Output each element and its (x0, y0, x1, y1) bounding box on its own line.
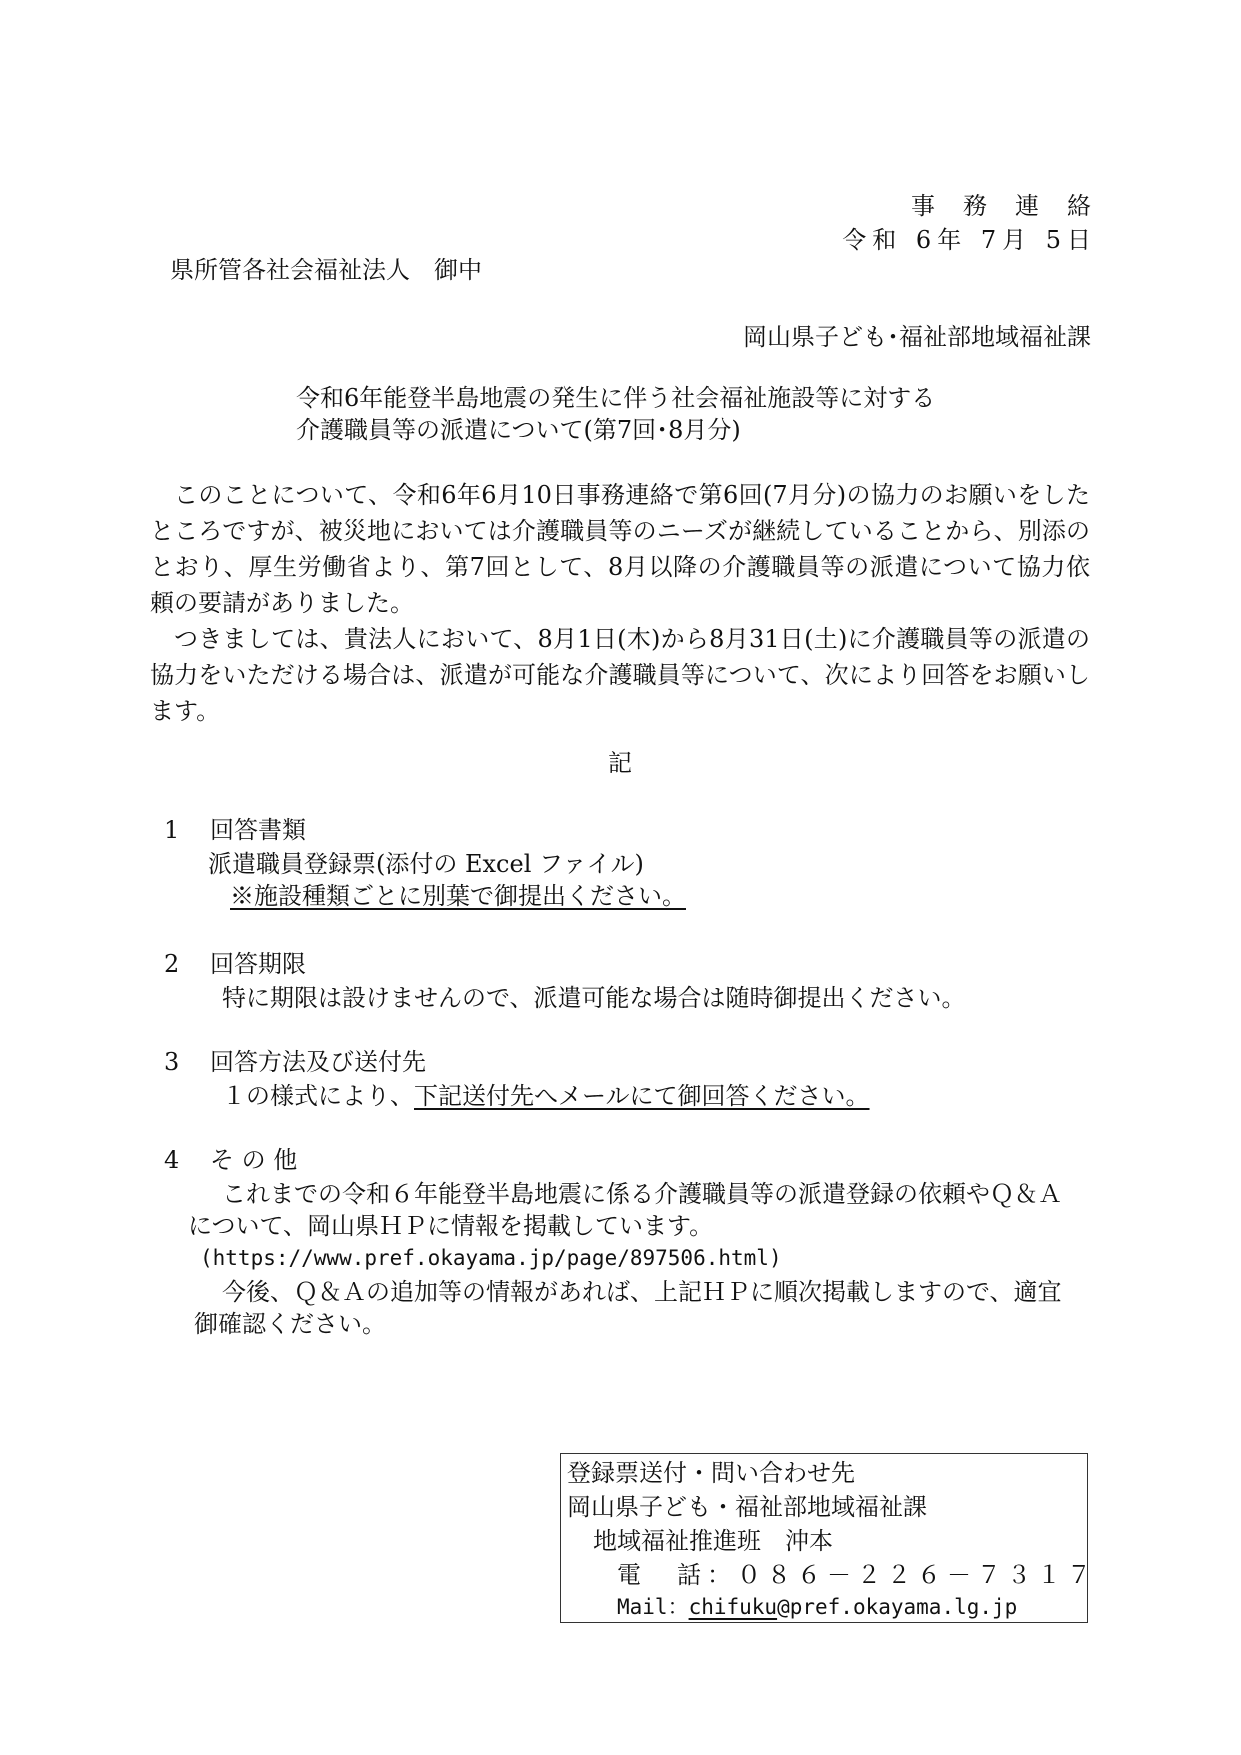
contact-phone-label: 電 話： (617, 1561, 737, 1589)
section-3-number: 3 (164, 1048, 180, 1076)
contact-title: 登録票送付・問い合わせ先 (567, 1459, 855, 1487)
contact-department: 岡山県子ども・福祉部地域福祉課 (567, 1493, 927, 1521)
section-1-title: 回答書類 (210, 816, 306, 844)
section-4-line-1: これまでの令和６年能登半島地震に係る介護職員等の派遣登録の依頼やＱ＆Ａ (222, 1180, 1062, 1208)
contact-phone-line (617, 1558, 1097, 1592)
section-4-number: 4 (164, 1146, 180, 1174)
contact-mail-domain: @pref.okayama.lg.jp (777, 1595, 1018, 1619)
section-4-url: (https://www.pref.okayama.jp/page/897506.html) (200, 1246, 782, 1270)
contact-mail-line (617, 1590, 1017, 1624)
section-4-line-4: 今後、Ｑ＆Ａの追加等の情報があれば、上記ＨＰに順次掲載しますので、適宜 (222, 1278, 1062, 1306)
contact-mail-label: Mail： (617, 1595, 689, 1619)
body-paragraph-1: このことについて、令和6年6月10日事務連絡で第6回(7月分)の協力のお願いをしたところですが、被災地においては介護職員等のニーズが継続していることから、別添のとおり、厚生労働省より、第7回として、8月以降の介護職員等の派遣について協力依頼の要請がありました。 (150, 481, 1090, 617)
section-4-line-5: 御確認ください。 (194, 1310, 386, 1338)
subject-line-2: 介護職員等の派遣について(第7回･8月分) (296, 416, 741, 444)
section-3-heading (164, 1044, 426, 1080)
document-date: 令和 6年 7月 5日 (842, 226, 1097, 254)
contact-phone: ０８６－２２６－７３１７ (737, 1561, 1097, 1589)
document-type: 事務連絡 (911, 192, 1119, 220)
section-2-number: 2 (164, 950, 180, 978)
section-3-title: 回答方法及び送付先 (210, 1048, 426, 1076)
contact-mail-user[interactable]: chifuku (688, 1595, 778, 1619)
contact-box (560, 1453, 1097, 1623)
addressee: 県所管各社会福祉法人 御中 (170, 256, 482, 284)
contact-team: 地域福祉推進班 沖本 (593, 1527, 833, 1555)
section-4-heading (164, 1142, 297, 1178)
section-3-line-1 (222, 1078, 870, 1114)
section-2-heading (164, 946, 306, 982)
section-2-title: 回答期限 (210, 950, 306, 978)
section-3-line-1-underlined: 下記送付先へメールにて御回答ください。 (414, 1082, 870, 1110)
subject-line-1: 令和6年能登半島地震の発生に伴う社会福祉施設等に対する (296, 384, 936, 412)
ki-heading: 記 (608, 749, 632, 777)
body-paragraph-2: つきましては、貴法人において、8月1日(木)から8月31日(土)に介護職員等の派遣の協力をいただける場合は、派遣が可能な介護職員等について、次により回答をお願いします。 (150, 625, 1090, 725)
section-1-line-1: 派遣職員登録票(添付の Excel ファイル) (208, 850, 644, 878)
section-4-line-2: について、岡山県ＨＰに情報を掲載しています。 (188, 1212, 714, 1240)
section-3-line-1-prefix: １の様式により、 (222, 1082, 414, 1110)
section-4-title: そ の 他 (210, 1146, 298, 1174)
section-1-line-2: ※施設種類ごとに別葉で御提出ください。 (230, 882, 686, 910)
sender: 岡山県子ども･福祉部地域福祉課 (743, 323, 1091, 351)
section-1-number: 1 (164, 816, 180, 844)
section-2-line-1: 特に期限は設けませんので、派遣可能な場合は随時御提出ください。 (222, 984, 966, 1012)
section-1-heading (164, 812, 306, 848)
